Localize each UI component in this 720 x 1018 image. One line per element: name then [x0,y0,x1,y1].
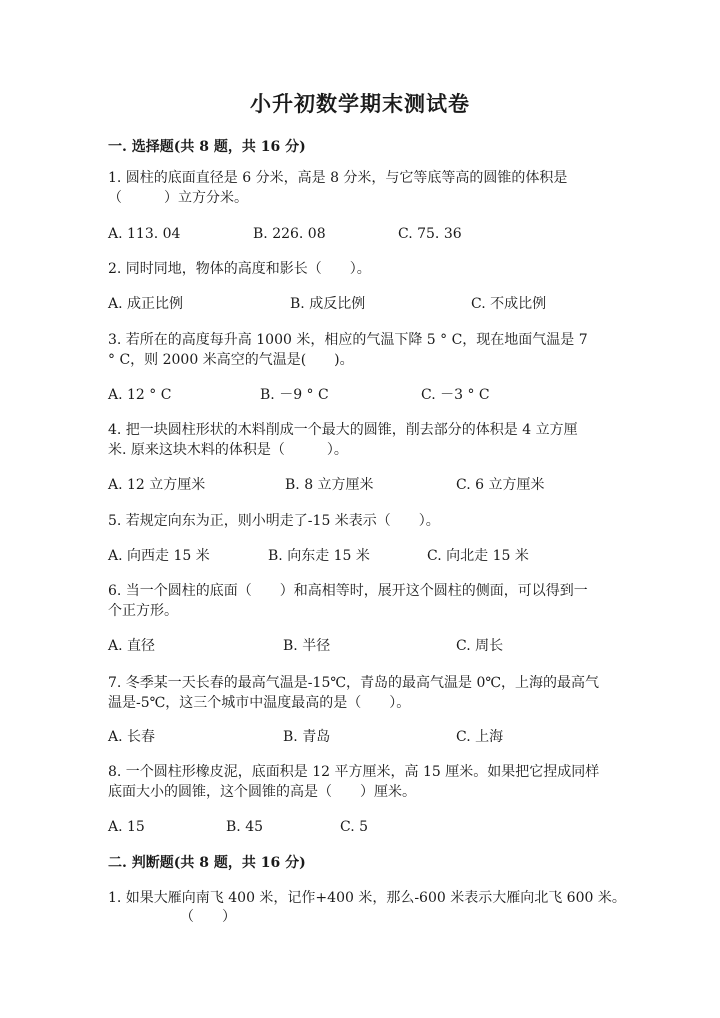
option-a: A. 113. 04 [108,226,181,242]
page-title: 小升初数学期末测试卷 [250,91,470,116]
option-c: C. 向北走 15 米 [427,548,529,564]
question-text: （ ）立方分米。 [108,190,248,206]
question-text: 底面大小的圆锥，这个圆锥的高是（ ）厘米。 [108,784,416,800]
question-text: 7. 冬季某一天长春的最高气温是-15℃，青岛的最高气温是 0℃，上海的最高气 [108,675,600,691]
option-c: C. 上海 [456,729,504,745]
question-text: 2. 同时同地，物体的高度和影长（ ）。 [108,261,371,277]
section-heading-judge: 二. 判断题(共 8 题，共 16 分) [108,855,306,871]
section-heading-choice: 一. 选择题(共 8 题，共 16 分) [108,139,306,155]
option-c: C. 不成比例 [471,296,547,312]
option-b: B. 45 [226,819,264,835]
option-b: B. －9 ° C [260,387,329,403]
option-b: B. 青岛 [283,729,331,745]
option-b: B. 226. 08 [253,226,326,242]
question-text: 6. 当一个圆柱的底面（ ）和高相等时，展开这个圆柱的侧面，可以得到一 [108,583,588,599]
option-a: A. 向西走 15 米 [108,548,210,564]
question-text: 温是-5℃，这三个城市中温度最高的是（ ）。 [108,695,411,711]
question-text: 米. 原来这块木料的体积是（ ）。 [108,442,348,458]
question-text: 4. 把一块圆柱形状的木料削成一个最大的圆锥，削去部分的体积是 4 立方厘 [108,422,578,438]
question-text: 5. 若规定向东为正，则小明走了-15 米表示（ ）。 [108,513,440,529]
answer-blank: （ ） [180,909,236,925]
option-b: B. 半径 [283,638,331,654]
option-c: C. 75. 36 [398,226,462,242]
option-a: A. 成正比例 [108,296,184,312]
option-a: A. 直径 [108,638,156,654]
question-text: 个正方形。 [108,603,178,619]
question-text: ° C，则 2000 米高空的气温是( )。 [108,352,354,368]
question-text: 1. 圆柱的底面直径是 6 分米，高是 8 分米，与它等底等高的圆锥的体积是 [108,170,568,186]
option-a: A. 12 立方厘米 [108,477,206,493]
option-a: A. 12 ° C [108,387,172,403]
option-b: B. 成反比例 [290,296,366,312]
question-text: 8. 一个圆柱形橡皮泥，底面积是 12 平方厘米，高 15 厘米。如果把它捏成同样 [108,764,600,780]
option-a: A. 15 [108,819,145,835]
option-c: C. 5 [340,819,369,835]
option-a: A. 长春 [108,729,156,745]
question-text: 3. 若所在的高度每升高 1000 米，相应的气温下降 5 ° C，现在地面气温是 7 [108,332,588,348]
option-b: B. 向东走 15 米 [268,548,370,564]
option-c: C. 6 立方厘米 [456,477,545,493]
option-c: C. 周长 [456,638,504,654]
question-text: 1. 如果大雁向南飞 400 米，记作+400 米，那么-600 米表示大雁向北飞 600 米。 [108,890,626,906]
option-b: B. 8 立方厘米 [285,477,374,493]
option-c: C. －3 ° C [421,387,490,403]
